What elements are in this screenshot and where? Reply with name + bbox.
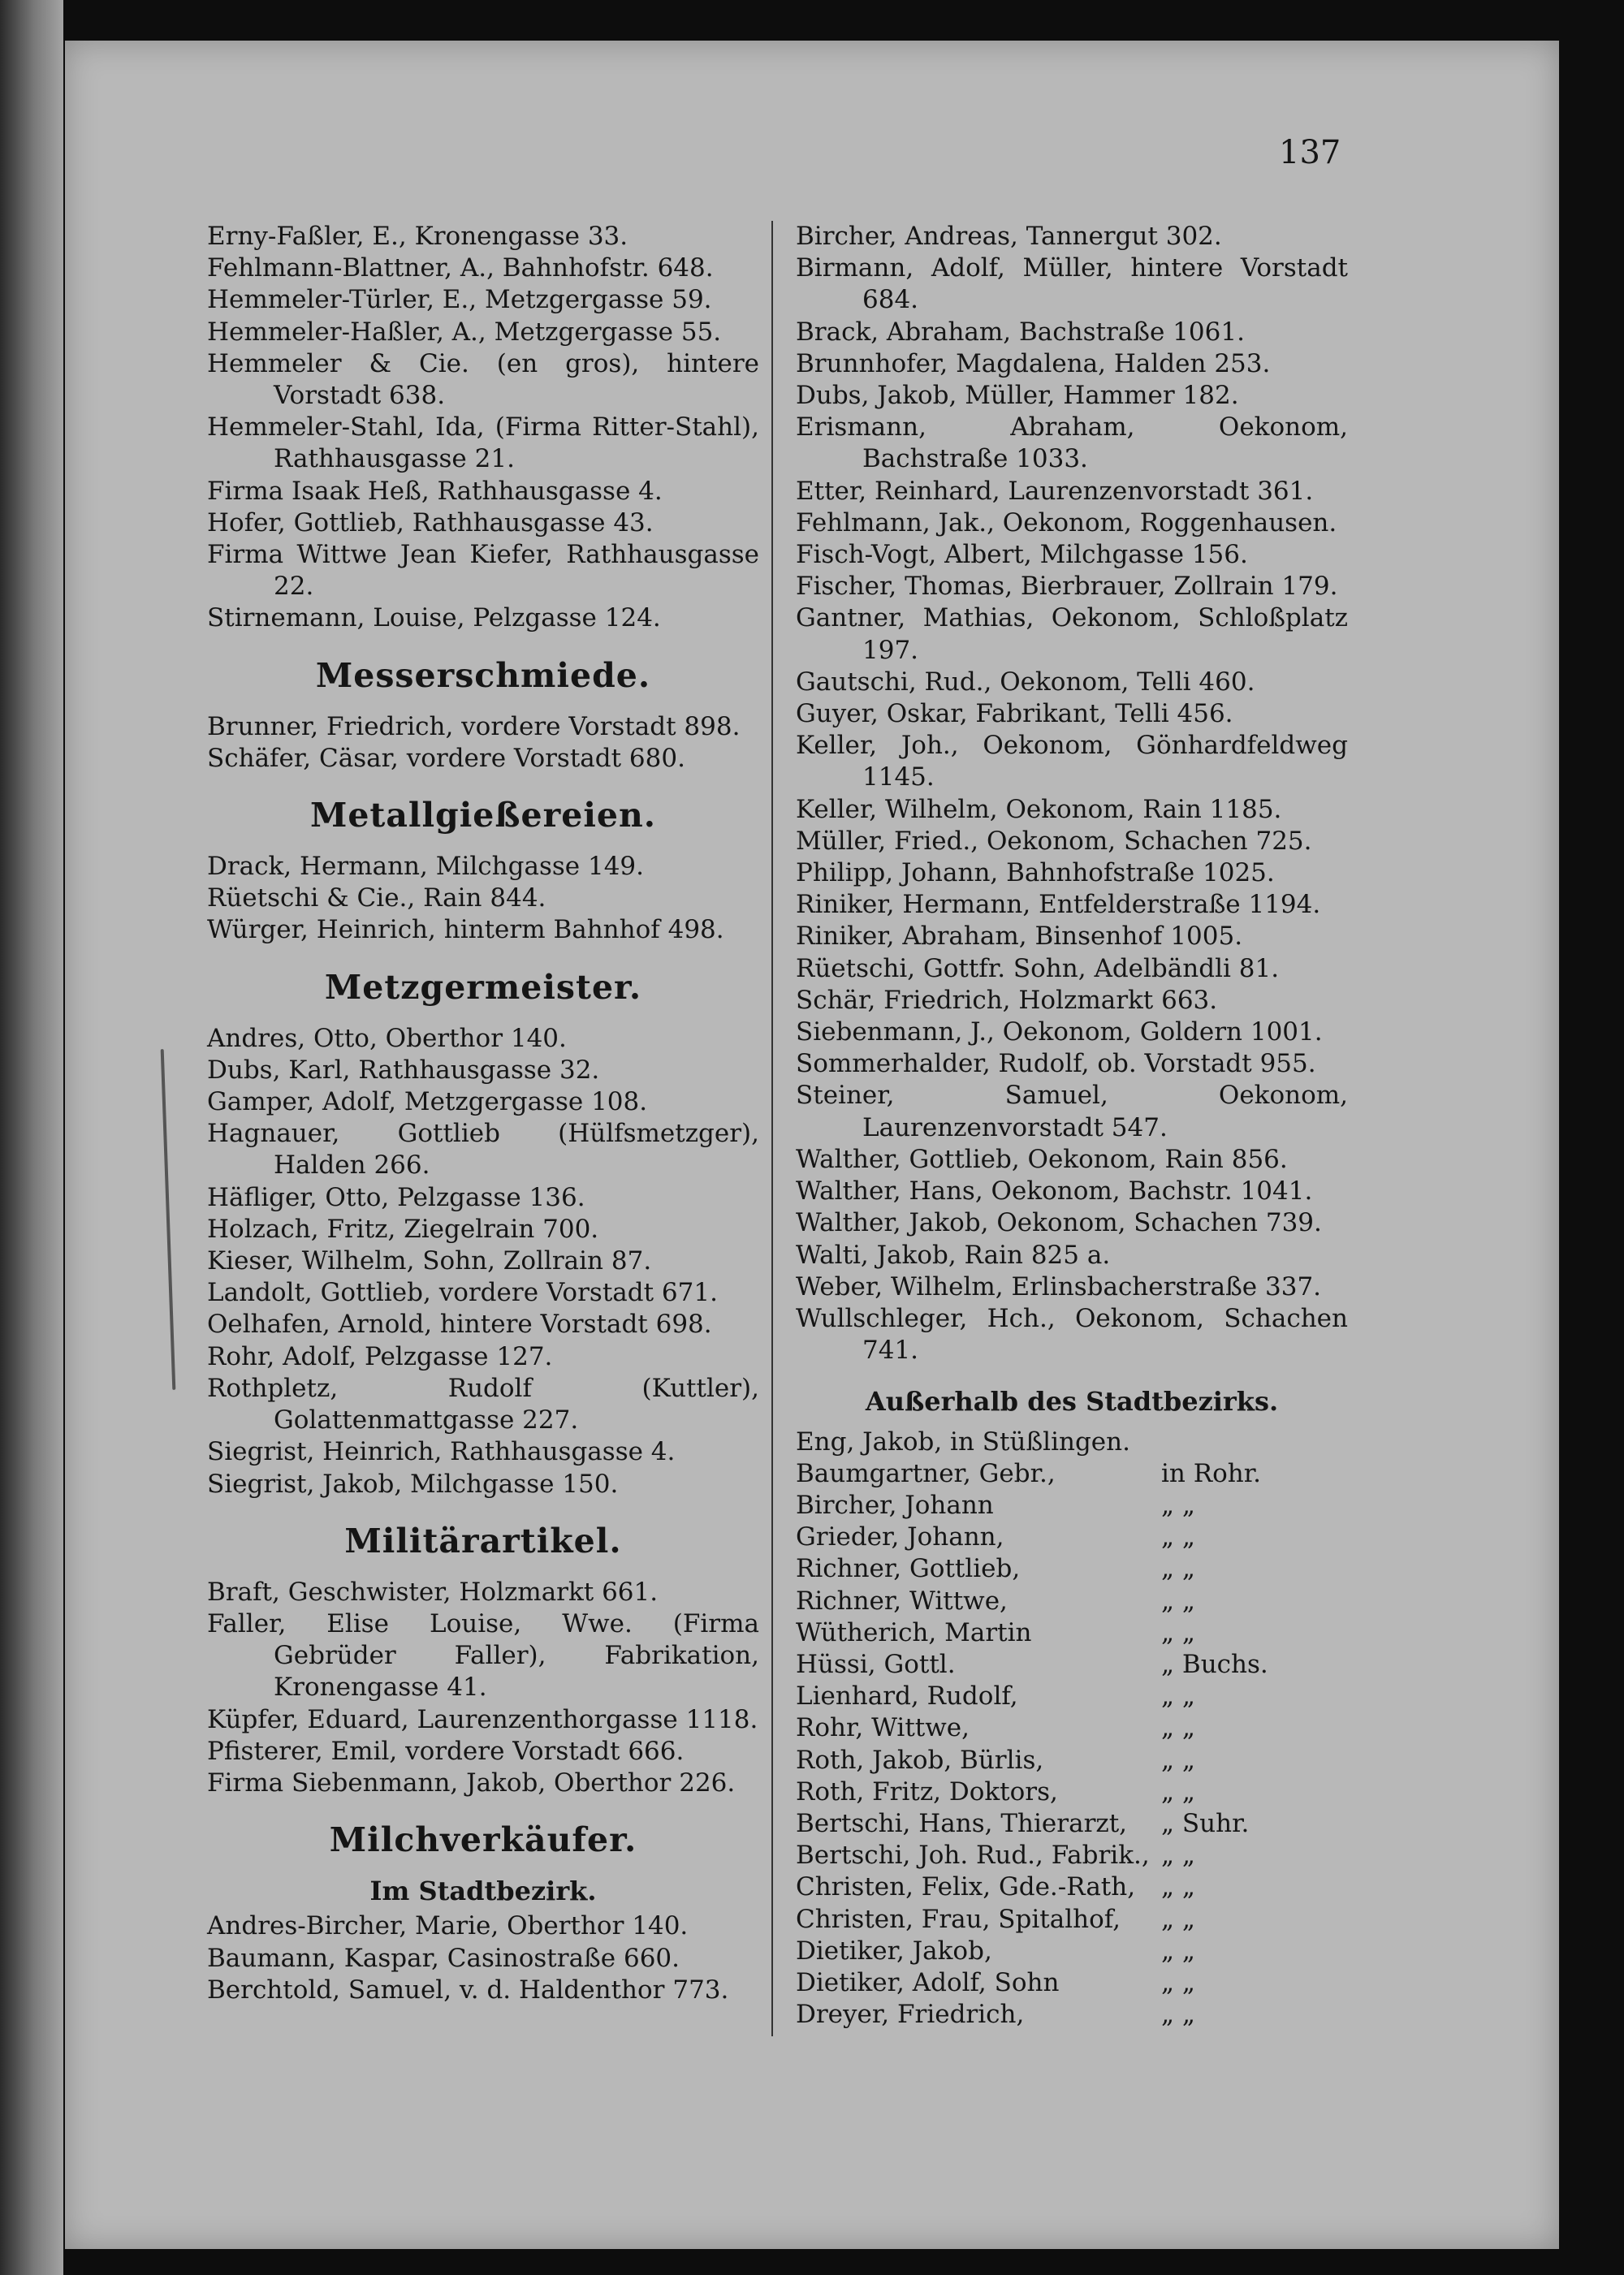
directory-entry: Brack, Abraham, Bachstraße 1061. <box>796 317 1245 347</box>
entry-name: Roth, Fritz, Doktors, <box>796 1776 1058 1807</box>
directory-entry: Siegrist, Heinrich, Rathhausgasse 4. <box>207 1437 676 1467</box>
section-subheading: Im Stadtbezirk. <box>369 1876 597 1907</box>
entry-name: Richner, Wittwe, <box>796 1586 1008 1616</box>
directory-entry: Etter, Reinhard, Laurenzenvorstadt 361. <box>796 476 1314 506</box>
entry-town: „ „ <box>1161 1554 1195 1584</box>
entry-town: „ „ <box>1161 1904 1195 1934</box>
directory-entry: Landolt, Gottlieb, vordere Vorstadt 671. <box>207 1278 718 1308</box>
directory-entry: Weber, Wilhelm, Erlinsbacherstraße 337. <box>796 1271 1322 1302</box>
entry-town: „ „ <box>1161 1967 1195 1997</box>
column-divider <box>771 221 773 2036</box>
directory-entry: Andres-Bircher, Marie, Oberthor 140. <box>207 1911 689 1941</box>
directory-entry: Riniker, Abraham, Binsenhof 1005. <box>796 922 1243 952</box>
entry-name: Bertschi, Hans, Thierarzt, <box>796 1808 1128 1838</box>
entry-name: Wütherich, Martin <box>796 1617 1032 1647</box>
entry-name: Roth, Jakob, Bürlis, <box>796 1745 1044 1775</box>
directory-entry: Rüetschi & Cie., Rain 844. <box>207 883 546 913</box>
outside-entry <box>796 1904 1348 1936</box>
directory-entry: Berchtold, Samuel, v. d. Haldenthor 773. <box>207 1975 729 2005</box>
directory-entry: Müller, Fried., Oekonom, Schachen 725. <box>796 826 1312 856</box>
directory-entry: Schär, Friedrich, Holzmarkt 663. <box>796 985 1218 1015</box>
section-heading: Milchverkäufer. <box>329 1820 637 1860</box>
outside-entry <box>796 1522 1348 1553</box>
section-heading: Messerschmiede. <box>315 655 651 695</box>
entry-town: in Rohr. <box>1161 1458 1261 1488</box>
directory-entry: Drack, Hermann, Milchgasse 149. <box>207 852 644 882</box>
entry-town: „ „ <box>1161 1936 1195 1966</box>
directory-entry: Andres, Otto, Oberthor 140. <box>207 1023 567 1053</box>
directory-entry: Gautschi, Rud., Oekonom, Telli 460. <box>796 667 1255 697</box>
directory-entry: Kieser, Wilhelm, Sohn, Zollrain 87. <box>207 1246 652 1276</box>
directory-entry: Dubs, Jakob, Müller, Hammer 182. <box>796 381 1239 411</box>
directory-entry: Hemmeler-Haßler, A., Metzgergasse 55. <box>207 317 722 347</box>
directory-entry: Pfisterer, Emil, vordere Vorstadt 666. <box>207 1736 685 1766</box>
entry-town: „ „ <box>1161 1617 1195 1647</box>
directory-entry: Häfliger, Otto, Pelzgasse 136. <box>207 1182 585 1212</box>
outside-entry <box>796 1553 1348 1585</box>
directory-entry: Walther, Jakob, Oekonom, Schachen 739. <box>796 1208 1322 1238</box>
outside-entry <box>796 1999 1348 2031</box>
outside-entry <box>796 1458 1348 1490</box>
entry-town: „ „ <box>1161 1776 1195 1807</box>
entry-name: Baumgartner, Gebr., <box>796 1458 1056 1488</box>
directory-entry: Sommerhalder, Rudolf, ob. Vorstadt 955. <box>796 1049 1316 1079</box>
entry-name: Dietiker, Adolf, Sohn <box>796 1967 1060 1997</box>
entry-town <box>1161 1427 1348 1458</box>
entry-name: Bircher, Johann <box>796 1490 994 1520</box>
entry-town: „ „ <box>1161 1713 1195 1743</box>
directory-entry: Würger, Heinrich, hinterm Bahnhof 498. <box>207 915 724 945</box>
outside-entry <box>796 1776 1348 1808</box>
directory-entry: Keller, Wilhelm, Oekonom, Rain 1185. <box>796 794 1282 824</box>
entry-name: Bertschi, Joh. Rud., Fabrik., <box>796 1841 1150 1871</box>
entry-town: „ „ <box>1161 1745 1195 1775</box>
directory-entry: Walti, Jakob, Rain 825 a. <box>796 1240 1111 1270</box>
left-column <box>207 221 759 2006</box>
outside-entry <box>796 1586 1348 1617</box>
directory-entry: Steiner, Samuel, Oekonom, Laurenzenvorstadt 547. <box>796 1081 1348 1142</box>
outside-entry <box>796 1840 1348 1871</box>
entry-name: Dietiker, Jakob, <box>796 1936 992 1966</box>
directory-entry: Keller, Joh., Oekonom, Gönhardfeldweg 1145. <box>796 731 1348 792</box>
directory-entry: Schäfer, Cäsar, vordere Vorstadt 680. <box>207 743 685 773</box>
directory-entry: Siegrist, Jakob, Milchgasse 150. <box>207 1469 619 1499</box>
directory-entry: Firma Isaak Heß, Rathhausgasse 4. <box>207 476 663 506</box>
directory-entry: Fischer, Thomas, Bierbrauer, Zollrain 179. <box>796 572 1338 602</box>
entry-town: „ „ <box>1161 1522 1195 1552</box>
directory-entry: Brunner, Friedrich, vordere Vorstadt 898. <box>207 711 741 741</box>
directory-entry: Walther, Hans, Oekonom, Bachstr. 1041. <box>796 1176 1313 1207</box>
entry-name: Christen, Frau, Spitalhof, <box>796 1904 1121 1934</box>
directory-entry: Holzach, Fritz, Ziegelrain 700. <box>207 1214 599 1244</box>
directory-entry: Hofer, Gottlieb, Rathhausgasse 43. <box>207 507 654 537</box>
page-number: 137 <box>1279 134 1341 171</box>
outside-entry <box>796 1808 1348 1840</box>
directory-entry: Firma Siebenmann, Jakob, Oberthor 226. <box>207 1768 736 1798</box>
outside-entry <box>796 1745 1348 1776</box>
directory-entry: Siebenmann, J., Oekonom, Goldern 1001. <box>796 1017 1323 1047</box>
directory-entry: Hemmeler-Stahl, Ida, (Firma Ritter-Stahl), Rathhausgasse 21. <box>207 412 759 474</box>
entry-town: „ „ <box>1161 2000 1195 2030</box>
directory-entry: Hemmeler-Türler, E., Metzgergasse 59. <box>207 285 712 315</box>
directory-entry: Rothpletz, Rudolf (Kuttler), Golattenmattgasse 227. <box>207 1373 759 1435</box>
entry-town: „ „ <box>1161 1841 1195 1871</box>
entry-town: „ Suhr. <box>1161 1808 1250 1838</box>
outside-entry <box>796 1681 1348 1712</box>
directory-entry: Walther, Gottlieb, Oekonom, Rain 856. <box>796 1144 1288 1174</box>
directory-entry: Brunnhofer, Magdalena, Halden 253. <box>796 348 1271 378</box>
directory-entry: Gantner, Mathias, Oekonom, Schloßplatz 197. <box>796 603 1348 665</box>
entry-name: Eng, Jakob, in Stüßlingen. <box>796 1427 1130 1457</box>
section-heading: Metzgermeister. <box>324 967 642 1007</box>
entry-town: „ „ <box>1161 1490 1195 1520</box>
entry-name: Rohr, Wittwe, <box>796 1713 970 1743</box>
directory-entry: Oelhafen, Arnold, hintere Vorstadt 698. <box>207 1310 712 1340</box>
entry-name: Richner, Gottlieb, <box>796 1554 1021 1584</box>
directory-entry: Guyer, Oskar, Fabrikant, Telli 456. <box>796 699 1233 729</box>
section-heading: Militärartikel. <box>344 1521 622 1561</box>
entry-town: „ „ <box>1161 1681 1195 1712</box>
directory-entry: Wullschleger, Hch., Oekonom, Schachen 741. <box>796 1303 1348 1366</box>
outside-entry <box>796 1617 1348 1649</box>
directory-entry: Braft, Geschwister, Holzmarkt 661. <box>207 1577 659 1607</box>
directory-entry: Riniker, Hermann, Entfelderstraße 1194. <box>796 890 1321 920</box>
entry-town: „ „ <box>1161 1872 1195 1902</box>
entry-name: Hüssi, Gottl. <box>796 1649 956 1679</box>
outside-entry <box>796 1649 1348 1681</box>
outside-entry <box>796 1936 1348 1967</box>
directory-entry: Stirnemann, Louise, Pelzgasse 124. <box>207 603 661 633</box>
directory-entry: Baumann, Kaspar, Casinostraße 660. <box>207 1943 680 1973</box>
directory-entry: Rohr, Adolf, Pelzgasse 127. <box>207 1341 553 1371</box>
directory-entry: Dubs, Karl, Rathhausgasse 32. <box>207 1055 600 1085</box>
directory-entry: Faller, Elise Louise, Wwe. (Firma Gebrüder Faller), Fabrikation, Kronengasse 41. <box>207 1608 759 1703</box>
outside-entry <box>796 1871 1348 1903</box>
entry-town: „ „ <box>1161 1586 1195 1616</box>
directory-entry: Philipp, Johann, Bahnhofstraße 1025. <box>796 858 1275 888</box>
entry-name: Grieder, Johann, <box>796 1522 1004 1552</box>
directory-entry: Bircher, Andreas, Tannergut 302. <box>796 222 1222 251</box>
directory-entry: Erny-Faßler, E., Kronengasse 33. <box>207 222 628 251</box>
directory-entry: Hemmeler & Cie. (en gros), hintere Vorstadt 638. <box>207 348 759 411</box>
directory-entry: Fehlmann-Blattner, A., Bahnhofstr. 648. <box>207 253 714 283</box>
entry-town: „ Buchs. <box>1161 1649 1268 1679</box>
right-column <box>796 221 1348 2031</box>
page-edge <box>0 0 63 2275</box>
entry-name: Lienhard, Rudolf, <box>796 1681 1018 1712</box>
directory-entry: Küpfer, Eduard, Laurenzenthorgasse 1118. <box>207 1704 758 1734</box>
entry-name: Dreyer, Friedrich, <box>796 2000 1025 2030</box>
entry-name: Christen, Felix, Gde.-Rath, <box>796 1872 1136 1902</box>
directory-entry: Birmann, Adolf, Müller, hintere Vorstadt 684. <box>796 253 1348 315</box>
outside-entry <box>796 1712 1348 1744</box>
section-heading: Metallgießereien. <box>309 796 657 835</box>
directory-entry: Hagnauer, Gottlieb (Hülfsmetzger), Halden 266. <box>207 1119 759 1181</box>
outside-entry <box>796 1967 1348 1999</box>
directory-entry: Erismann, Abraham, Oekonom, Bachstraße 1033. <box>796 412 1348 474</box>
section-subheading: Außerhalb des Stadtbezirks. <box>865 1386 1279 1418</box>
directory-entry: Fehlmann, Jak., Oekonom, Roggenhausen. <box>796 507 1337 537</box>
directory-entry: Fisch-Vogt, Albert, Milchgasse 156. <box>796 540 1248 570</box>
outside-entry <box>796 1490 1348 1522</box>
directory-entry: Firma Wittwe Jean Kiefer, Rathhausgasse 22. <box>207 540 759 602</box>
directory-entry: Rüetschi, Gottfr. Sohn, Adelbändli 81. <box>796 953 1280 983</box>
directory-entry: Gamper, Adolf, Metzgergasse 108. <box>207 1087 648 1117</box>
outside-entry <box>796 1427 1348 1458</box>
